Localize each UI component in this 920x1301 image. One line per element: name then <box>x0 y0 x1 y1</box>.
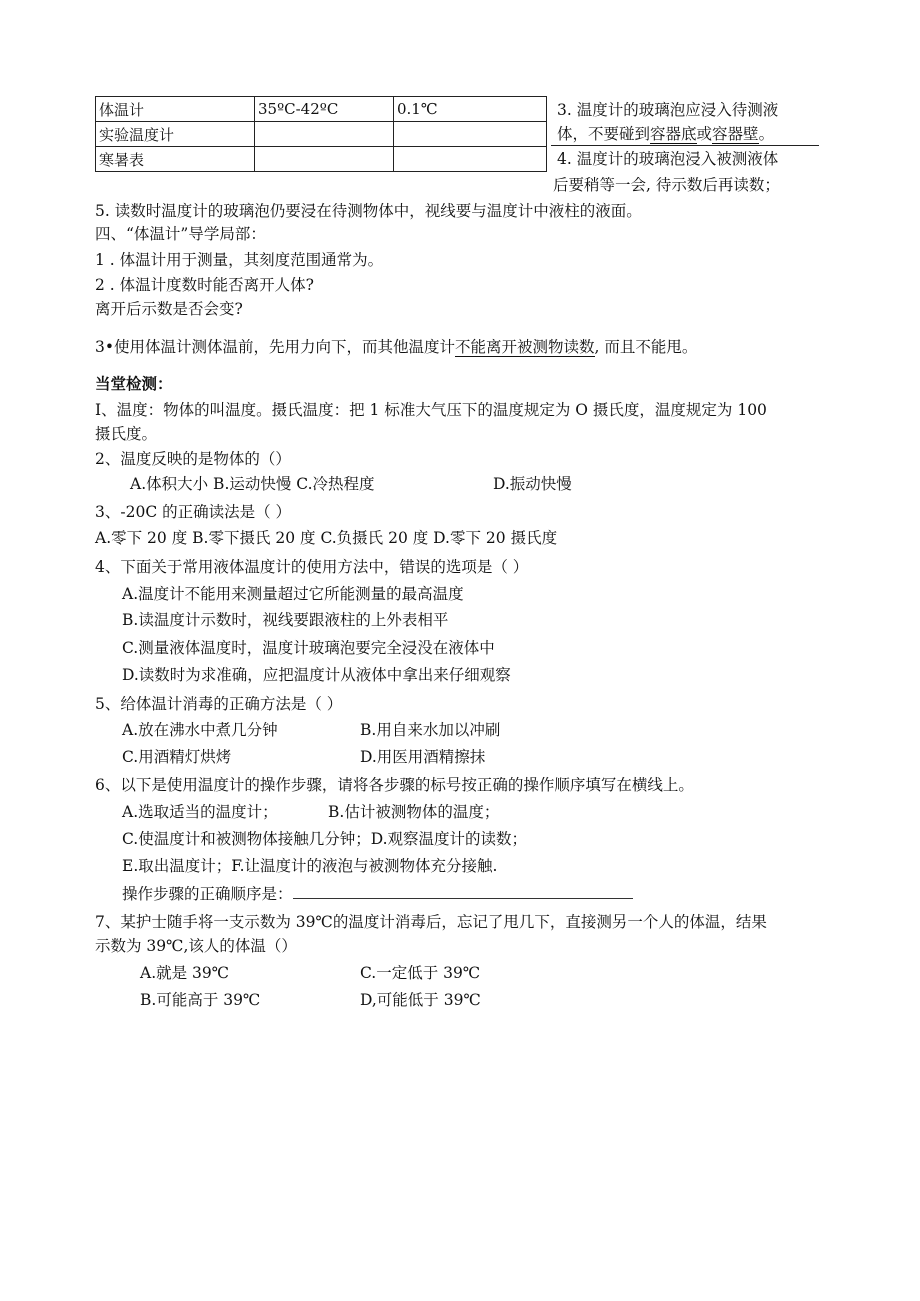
underlined-term: 容器壁 <box>712 125 759 143</box>
test-q6-options-cd: C.使温度计和被测物体接触几分钟；D.观察温度计的读数； <box>122 830 528 848</box>
table-cell: 0.1℃ <box>394 97 547 122</box>
question-3-text: 3•使用体温计测体温前，先用力向下，而其他温度计 <box>95 338 456 356</box>
test-q6-order <box>122 882 633 904</box>
table-cell <box>255 122 394 147</box>
test-q7-line1: 7、某护士随手将一支示数为 39℃的温度计消毒后，忘记了甩几下，直接测另一个人的体温，结果 <box>95 913 767 931</box>
test-q7-option-a: A.就是 39℃ <box>140 964 230 982</box>
question-3 <box>95 335 697 357</box>
note-3-text: 体，不要碰到 <box>557 125 651 143</box>
question-3-text: , 而且不能甩。 <box>594 338 698 356</box>
test-q4-option-c: C.测量液体温度时，温度计玻璃泡要完全浸没在液体中 <box>122 639 495 657</box>
test-q6-option-b: B.估计被测物体的温度； <box>328 803 500 821</box>
table-row <box>96 97 547 122</box>
thermometer-table <box>95 96 547 172</box>
note-3-text: 或 <box>696 125 713 143</box>
note-4-line2: 后要稍等一会, 待示数后再读数； <box>553 176 780 194</box>
rule-5: 5. 读数时温度计的玻璃泡仍要浸在待测物体中，视线要与温度计中液柱的液面。 <box>95 202 642 220</box>
section-heading: 四、“体温计”导学局部： <box>95 225 266 243</box>
test-q5-option-b: B.用自来水加以冲刷 <box>360 721 501 739</box>
test-q2: 2、温度反映的是物体的（） <box>95 450 291 468</box>
table-cell: 体温计 <box>96 97 255 122</box>
test-q7-option-c: C.一定低于 39℃ <box>360 964 481 982</box>
test-heading: 当堂检测： <box>95 374 173 393</box>
table-cell: 实验温度计 <box>96 122 255 147</box>
test-q2-options: A.体积大小 B.运动快慢 C.冷热程度 <box>130 475 375 493</box>
test-q2-option-d: D.振动快慢 <box>493 475 572 493</box>
underlined-term: 不能离开被测物读数 <box>455 338 595 356</box>
test-q3: 3、-20C 的正确读法是（ ） <box>95 503 292 521</box>
test-q4-option-d: D.读数时为求准确，应把温度计从液体中拿出来仔细观察 <box>122 666 511 684</box>
test-q6-option-a: A.选取适当的温度计； <box>122 803 278 821</box>
table-cell: 35ºC-42ºC <box>255 97 394 122</box>
test-q4-option-b: B.读温度计示数时，视线要跟液柱的上外表相平 <box>122 611 449 629</box>
test-q4: 4、下面关于常用液体温度计的使用方法中，错误的选项是（ ） <box>95 558 529 576</box>
table-cell: 寒暑表 <box>96 147 255 172</box>
table-row <box>96 122 547 147</box>
table-cell <box>255 147 394 172</box>
test-q4-option-a: A.温度计不能用来测量超过它所能测量的最高温度 <box>122 585 464 603</box>
note-3-text: 。 <box>758 125 775 143</box>
table-row <box>96 147 547 172</box>
test-q5-option-a: A.放在沸水中煮几分钟 <box>122 721 278 739</box>
note-3-line1: 3. 温度计的玻璃泡应浸入待测液 <box>557 101 779 119</box>
test-q7-line2: 示数为 39℃,该人的体温（） <box>95 937 297 955</box>
test-q7-option-b: B.可能高于 39℃ <box>140 991 261 1009</box>
test-q3-options: A.零下 20 度 B.零下摄氏 20 度 C.负摄氏 20 度 D.零下 20 摄氏度 <box>95 529 558 547</box>
test-q5-option-d: D.用医用酒精擦抹 <box>360 748 486 766</box>
table-cell <box>394 122 547 147</box>
answer-blank[interactable] <box>293 882 633 899</box>
table-cell <box>394 147 547 172</box>
question-2: 2 . 体温计度数时能否离开人体? <box>95 276 314 294</box>
order-label: 操作步骤的正确顺序是： <box>122 885 293 903</box>
test-q6: 6、以下是使用温度计的操作步骤，请将各步骤的标号按正确的操作顺序填写在横线上。 <box>95 776 694 794</box>
test-q5-option-c: C.用酒精灯烘烤 <box>122 748 232 766</box>
test-q6-options-ef: E.取出温度计；F.让温度计的液泡与被测物体充分接触. <box>122 857 498 875</box>
note-3-line2 <box>557 122 774 144</box>
test-q1-line1: I、温度：物体的叫温度。摄氏温度：把 1 标准大气压下的温度规定为 O 摄氏度，温度规定为 100 <box>95 401 767 419</box>
note-4-line1: 4. 温度计的玻璃泡浸入被测液体 <box>557 150 779 168</box>
question-1: 1 . 体温计用于测量，其刻度范围通常为。 <box>95 251 384 269</box>
test-q7-option-d: D,可能低于 39℃ <box>360 991 481 1009</box>
test-q1-line2: 摄氏度。 <box>95 425 158 443</box>
divider <box>551 145 819 146</box>
underlined-term: 容器底 <box>650 125 697 143</box>
test-q5: 5、给体温计消毒的正确方法是（ ） <box>95 695 343 713</box>
question-2-followup: 离开后示数是否会变? <box>95 300 243 318</box>
